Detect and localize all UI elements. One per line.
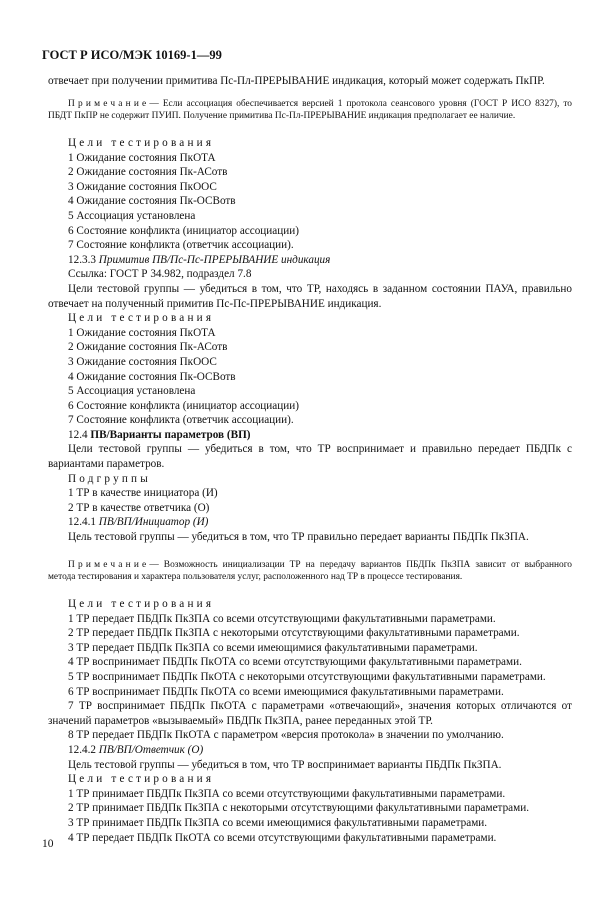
group-purpose-3: Цель тестовой группы — убедиться в том, что ТР правильно передает варианты ПБДПк ПкЗПА. <box>68 531 529 544</box>
group-purpose-2: Цели тестовой группы — убедиться в том, что ТР воспринимает и правильно передает ПБДПк с вариантами параметров. <box>48 443 572 471</box>
paragraph-continuation: отвечает при получении примитива Пс-Пл-ПРЕРЫВАНИЕ индикация, который может содержать ПкПР. <box>48 75 545 87</box>
section-number: 12.3.3 <box>68 253 96 266</box>
note-1 <box>48 98 572 122</box>
page-number: 10 <box>42 838 54 850</box>
goals-list-1 <box>48 151 572 253</box>
note-2 <box>48 559 572 583</box>
section-title: Примитив ПВ/Пс-Пс-ПРЕРЫВАНИЕ индикация <box>98 253 331 266</box>
section-heading-12-4-2 <box>48 743 572 758</box>
note-label: Примечание <box>68 559 150 570</box>
list-item: 7 Состояние конфликта (ответчик ассоциации). <box>68 414 294 427</box>
subgroups-list <box>48 486 572 515</box>
goals-list-2 <box>48 326 572 428</box>
note-text: — Возможность инициализации ТР на передачу вариантов ПБДПк ПкЗПА зависит от выбранного метода тестирования и характера пользователя услуг, расположенного над ТР в процессе тестирования. <box>48 559 572 582</box>
section-number: 12.4.2 <box>68 743 96 756</box>
list-item: 1 ТР передает ПБДПк ПкЗПА со всеми отсутствующими факультативными параметрами. <box>68 612 496 625</box>
list-item: 2 ТР принимает ПБДПк ПкЗПА с некоторыми отсутствующими факультативными параметрами. <box>68 802 530 815</box>
group-purpose-1: Цели тестовой группы — убедиться в том, что ТР, находясь в заданном состоянии ПАУА, правильно отвечает на полученный примитив Пс-Пс-ПРЕРЫВАНИЕ индикация. <box>48 282 572 310</box>
section-title: ПВ/ВП/Ответчик (О) <box>98 743 204 756</box>
goals-list-4 <box>48 787 572 845</box>
list-item: 1 Ожидание состояния ПкОТА <box>68 151 216 164</box>
list-item: 4 Ожидание состояния Пк-ОСВотв <box>68 370 236 383</box>
note-text: — Если ассоциация обеспечивается версией 1 протокола сеансового уровня (ГОСТ Р ИСО 8327), то ПБДТ ПкПР не содержит ПУИП. Получение примитива Пс-Пл-ПРЕРЫВАНИЕ индикация предполагает ее наличие. <box>48 98 572 121</box>
section-number: 12.4.1 <box>68 516 96 529</box>
list-item: 2 Ожидание состояния Пк-АСотв <box>68 341 228 354</box>
goals-heading-1: Цели тестирования <box>68 137 215 149</box>
list-item: 2 ТР передает ПБДПк ПкЗПА с некоторыми отсутствующими факультативными параметрами. <box>68 627 520 640</box>
goals-list-3 <box>48 612 572 743</box>
goals-heading-3: Цели тестирования <box>68 598 215 611</box>
section-title: ПВ/Варианты параметров (ВП) <box>90 428 251 441</box>
list-item: 5 Ассоциация установлена <box>68 209 196 222</box>
list-item: 1 Ожидание состояния ПкОТА <box>68 326 216 339</box>
list-item: 3 Ожидание состояния ПкООС <box>68 355 217 368</box>
list-item: 6 Состояние конфликта (инициатор ассоциации) <box>68 224 299 237</box>
list-item: 5 Ассоциация установлена <box>68 385 196 398</box>
list-item: 6 Состояние конфликта (инициатор ассоциации) <box>68 399 299 412</box>
section-heading-12-4 <box>48 428 572 443</box>
list-item: 3 ТР принимает ПБДПк ПкЗПА со всеми имеющимися факультативными параметрами. <box>68 816 488 829</box>
list-item: 2 Ожидание состояния Пк-АСотв <box>68 166 228 179</box>
document-body <box>48 74 572 845</box>
list-item: 2 ТР в качестве ответчика (О) <box>68 501 210 514</box>
reference: Ссылка: ГОСТ Р 34.982, подраздел 7.8 <box>68 268 252 281</box>
goals-heading-4: Цели тестирования <box>68 773 215 786</box>
list-item: 6 ТР воспринимает ПБДПк ПкОТА со всеми имеющимися факультативными параметрами. <box>68 685 504 698</box>
note-label: Примечание <box>68 98 150 109</box>
list-item: 3 Ожидание состояния ПкООС <box>68 180 217 193</box>
section-number: 12.4 <box>68 428 88 441</box>
list-item: 3 ТР передает ПБДПк ПкЗПА со всеми имеющимися факультативными параметрами. <box>68 641 478 654</box>
list-item: 1 ТР принимает ПБДПк ПкЗПА со всеми отсутствующими факультативными параметрами. <box>68 787 506 800</box>
section-heading-12-3-3 <box>48 253 572 268</box>
subgroups-heading: Подгруппы <box>68 472 151 485</box>
document-header: ГОСТ Р ИСО/МЭК 10169-1—99 <box>42 48 222 62</box>
list-item: 8 ТР передает ПБДПк ПкОТА с параметром «версия протокола» в значении по умолчанию. <box>68 729 504 742</box>
goals-heading-2: Цели тестирования <box>68 312 215 325</box>
list-item: 1 ТР в качестве инициатора (И) <box>68 487 218 500</box>
list-item: 4 ТР передает ПБДПк ПкОТА со всеми отсутствующими факультативными параметрами. <box>68 831 497 844</box>
section-heading-12-4-1 <box>48 515 572 530</box>
list-item: 7 ТР воспринимает ПБДПк ПкОТА с параметрами «отвечающий», значения которых отличаются от значений параметров «вызываемый» ПБДПк ПкЗПА, ранее переданных этой ТР. <box>48 700 572 727</box>
section-title: ПВ/ВП/Инициатор (И) <box>98 516 209 529</box>
list-item: 4 Ожидание состояния Пк-ОСВотв <box>68 195 236 208</box>
list-item: 7 Состояние конфликта (ответчик ассоциации). <box>68 239 294 252</box>
list-item: 4 ТР воспринимает ПБДПк ПкОТА со всеми отсутствующими факультативными параметрами. <box>68 656 522 669</box>
group-purpose-4: Цель тестовой группы — убедиться в том, что ТР воспринимает варианты ПБДПк ПкЗПА. <box>68 758 502 771</box>
list-item: 5 ТР воспринимает ПБДПк ПкОТА с некоторыми отсутствующими факультативными параметрами. <box>68 671 546 683</box>
